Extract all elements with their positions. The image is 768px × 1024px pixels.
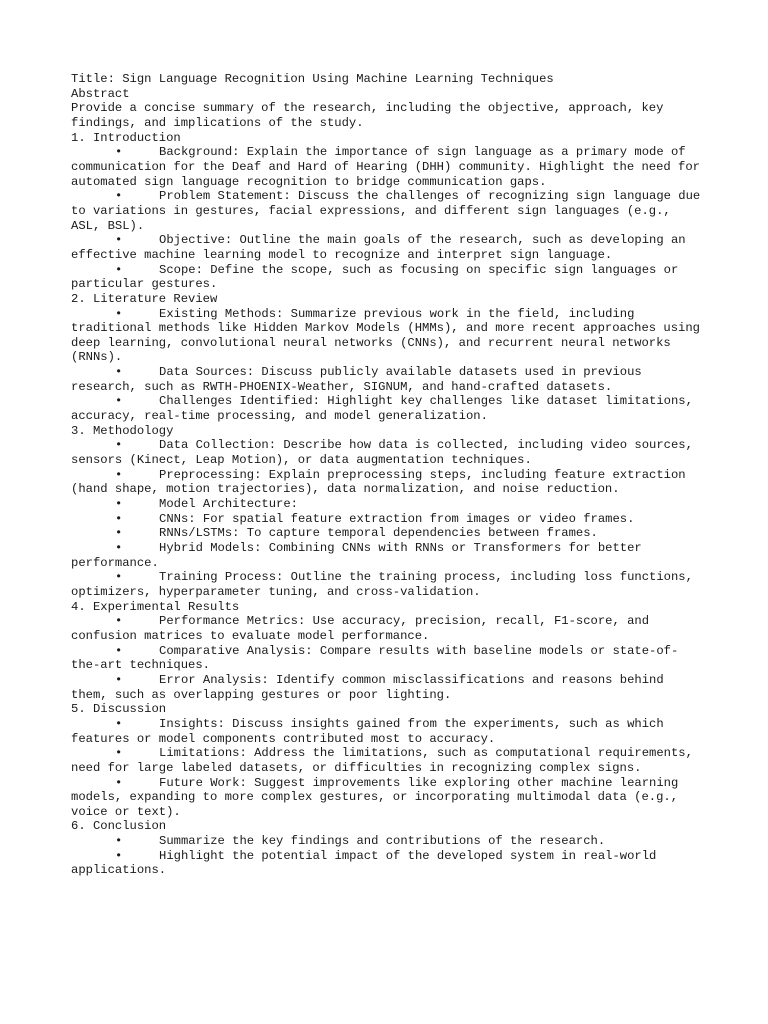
bullet-icon: •: [115, 848, 123, 863]
bullet-icon: •: [115, 614, 123, 629]
list-item-text: Future Work: Suggest improvements like exploring other machine learning models, expanding to more complex gestures, or incorporating multimodal data (e.g., voice or text).: [71, 775, 686, 819]
list-item: [71, 512, 701, 527]
list-item: [71, 834, 701, 849]
list-item: [71, 497, 701, 512]
bullet-icon: •: [115, 716, 123, 731]
list-item-text: Highlight the potential impact of the developed system in real-world applications.: [71, 848, 664, 878]
list-item: [71, 438, 701, 467]
list-item-text: Model Architecture:: [159, 497, 298, 512]
abstract-text: Provide a concise summary of the research, including the objective, approach, key findings, and implications of the study.: [71, 101, 671, 130]
bullet-icon: •: [115, 526, 123, 541]
bullet-icon: •: [115, 497, 123, 512]
list-item-text: Existing Methods: Summarize previous work in the field, including traditional methods like Hidden Markov Models (HMMs), and more recent approaches using deep learning, convolutional neural networks (CNNs), and recurrent neural networks (RNNs).: [71, 306, 708, 365]
list-item-text: Hybrid Models: Combining CNNs with RNNs or Transformers for better performance.: [71, 541, 650, 570]
list-item: [71, 644, 701, 673]
list-item: [71, 306, 708, 366]
bullet-icon: •: [115, 262, 123, 277]
bullet-icon: •: [115, 541, 123, 555]
bullet-icon: •: [115, 306, 123, 321]
list-item-text: Data Sources: Discuss publicly available datasets used in previous research, such as RWTH-PHOENIX-Weather, SIGNUM, and hand-crafted datasets.: [71, 365, 650, 394]
list-item-text: Limitations: Address the limitations, such as computational requirements, need for large labeled datasets, or difficulties in recognizing complex signs.: [71, 746, 701, 775]
list-item: [71, 394, 701, 423]
bullet-icon: •: [115, 511, 123, 526]
list-item-text: Objective: Outline the main goals of the research, such as developing an effective machine learning model to recognize and interpret sign language.: [71, 233, 693, 262]
list-item: [71, 263, 701, 292]
section-heading: 1. Introduction: [71, 130, 181, 145]
bullet-icon: •: [115, 467, 123, 482]
bullet-icon: •: [115, 834, 123, 849]
list-item: [71, 849, 701, 878]
bullet-icon: •: [115, 643, 123, 658]
list-item-text: Problem Statement: Discuss the challenges of recognizing sign language due to variations in gestures, facial expressions, and different sign languages (e.g., ASL, BSL).: [71, 189, 708, 233]
list-item-text: Scope: Define the scope, such as focusing on specific sign languages or particular gestures.: [71, 262, 686, 292]
list-item: [71, 365, 701, 394]
list-item-text: Background: Explain the importance of sign language as a primary mode of communication for the Deaf and Hard of Hearing (DHH) community. Highlight the need for automated sign language recognition to bridge communication gaps.: [71, 145, 708, 189]
list-item-text: Data Collection: Describe how data is collected, including video sources, sensors (Kinect, Leap Motion), or data augmentation techniques.: [71, 438, 701, 468]
list-item: [71, 746, 701, 775]
list-item: [71, 717, 701, 746]
section-heading: 5. Discussion: [71, 702, 167, 717]
list-item-text: Error Analysis: Identify common misclassifications and reasons behind them, such as overlapping gestures or poor lighting.: [71, 672, 671, 702]
list-item-text: Performance Metrics: Use accuracy, precision, recall, F1-score, and confusion matrices to evaluate model performance.: [71, 614, 657, 643]
list-item-text: RNNs/LSTMs: To capture temporal dependencies between frames.: [159, 526, 598, 541]
bullet-icon: •: [115, 438, 123, 453]
list-item-text: CNNs: For spatial feature extraction from images or video frames.: [159, 511, 635, 526]
list-item-text: Summarize the key findings and contributions of the research.: [159, 834, 606, 849]
bullet-icon: •: [115, 233, 123, 248]
list-item: [71, 145, 708, 189]
list-item: [71, 468, 701, 497]
list-item: [71, 526, 701, 541]
section-heading: 2. Literature Review: [71, 291, 218, 306]
bullet-icon: •: [115, 570, 123, 585]
list-item: [71, 541, 701, 570]
list-item-text: Insights: Discuss insights gained from the experiments, such as which features or model components contributed most to accuracy.: [71, 716, 671, 746]
list-item: [71, 570, 701, 599]
section-heading: 6. Conclusion: [71, 819, 167, 834]
document-title: Title: Sign Language Recognition Using Machine Learning Techniques: [71, 72, 554, 86]
section-heading: 3. Methodology: [71, 423, 174, 438]
list-item-text: Training Process: Outline the training process, including loss functions, optimizers, hyperparameter tuning, and cross-validation.: [71, 570, 701, 599]
list-item: [71, 673, 701, 702]
list-item: [71, 233, 701, 262]
bullet-icon: •: [115, 746, 123, 761]
bullet-icon: •: [115, 365, 123, 380]
abstract-heading: Abstract: [71, 86, 130, 101]
bullet-icon: •: [115, 145, 123, 160]
section-heading: 4. Experimental Results: [71, 599, 240, 614]
bullet-icon: •: [115, 189, 123, 204]
list-item: [71, 189, 708, 233]
bullet-icon: •: [115, 394, 123, 409]
bullet-icon: •: [115, 672, 123, 687]
list-item-text: Preprocessing: Explain preprocessing steps, including feature extraction (hand shape, motion trajectories), data normalization, and noise reduction.: [71, 467, 693, 497]
list-item: [71, 614, 701, 643]
list-item-text: Comparative Analysis: Compare results with baseline models or state-of-the-art techniques.: [71, 643, 679, 673]
document-body: [71, 72, 708, 878]
sections-container: [71, 130, 708, 878]
list-item: [71, 776, 701, 820]
list-item-text: Challenges Identified: Highlight key challenges like dataset limitations, accuracy, real-time processing, and model generalization.: [71, 394, 701, 424]
bullet-icon: •: [115, 775, 123, 790]
